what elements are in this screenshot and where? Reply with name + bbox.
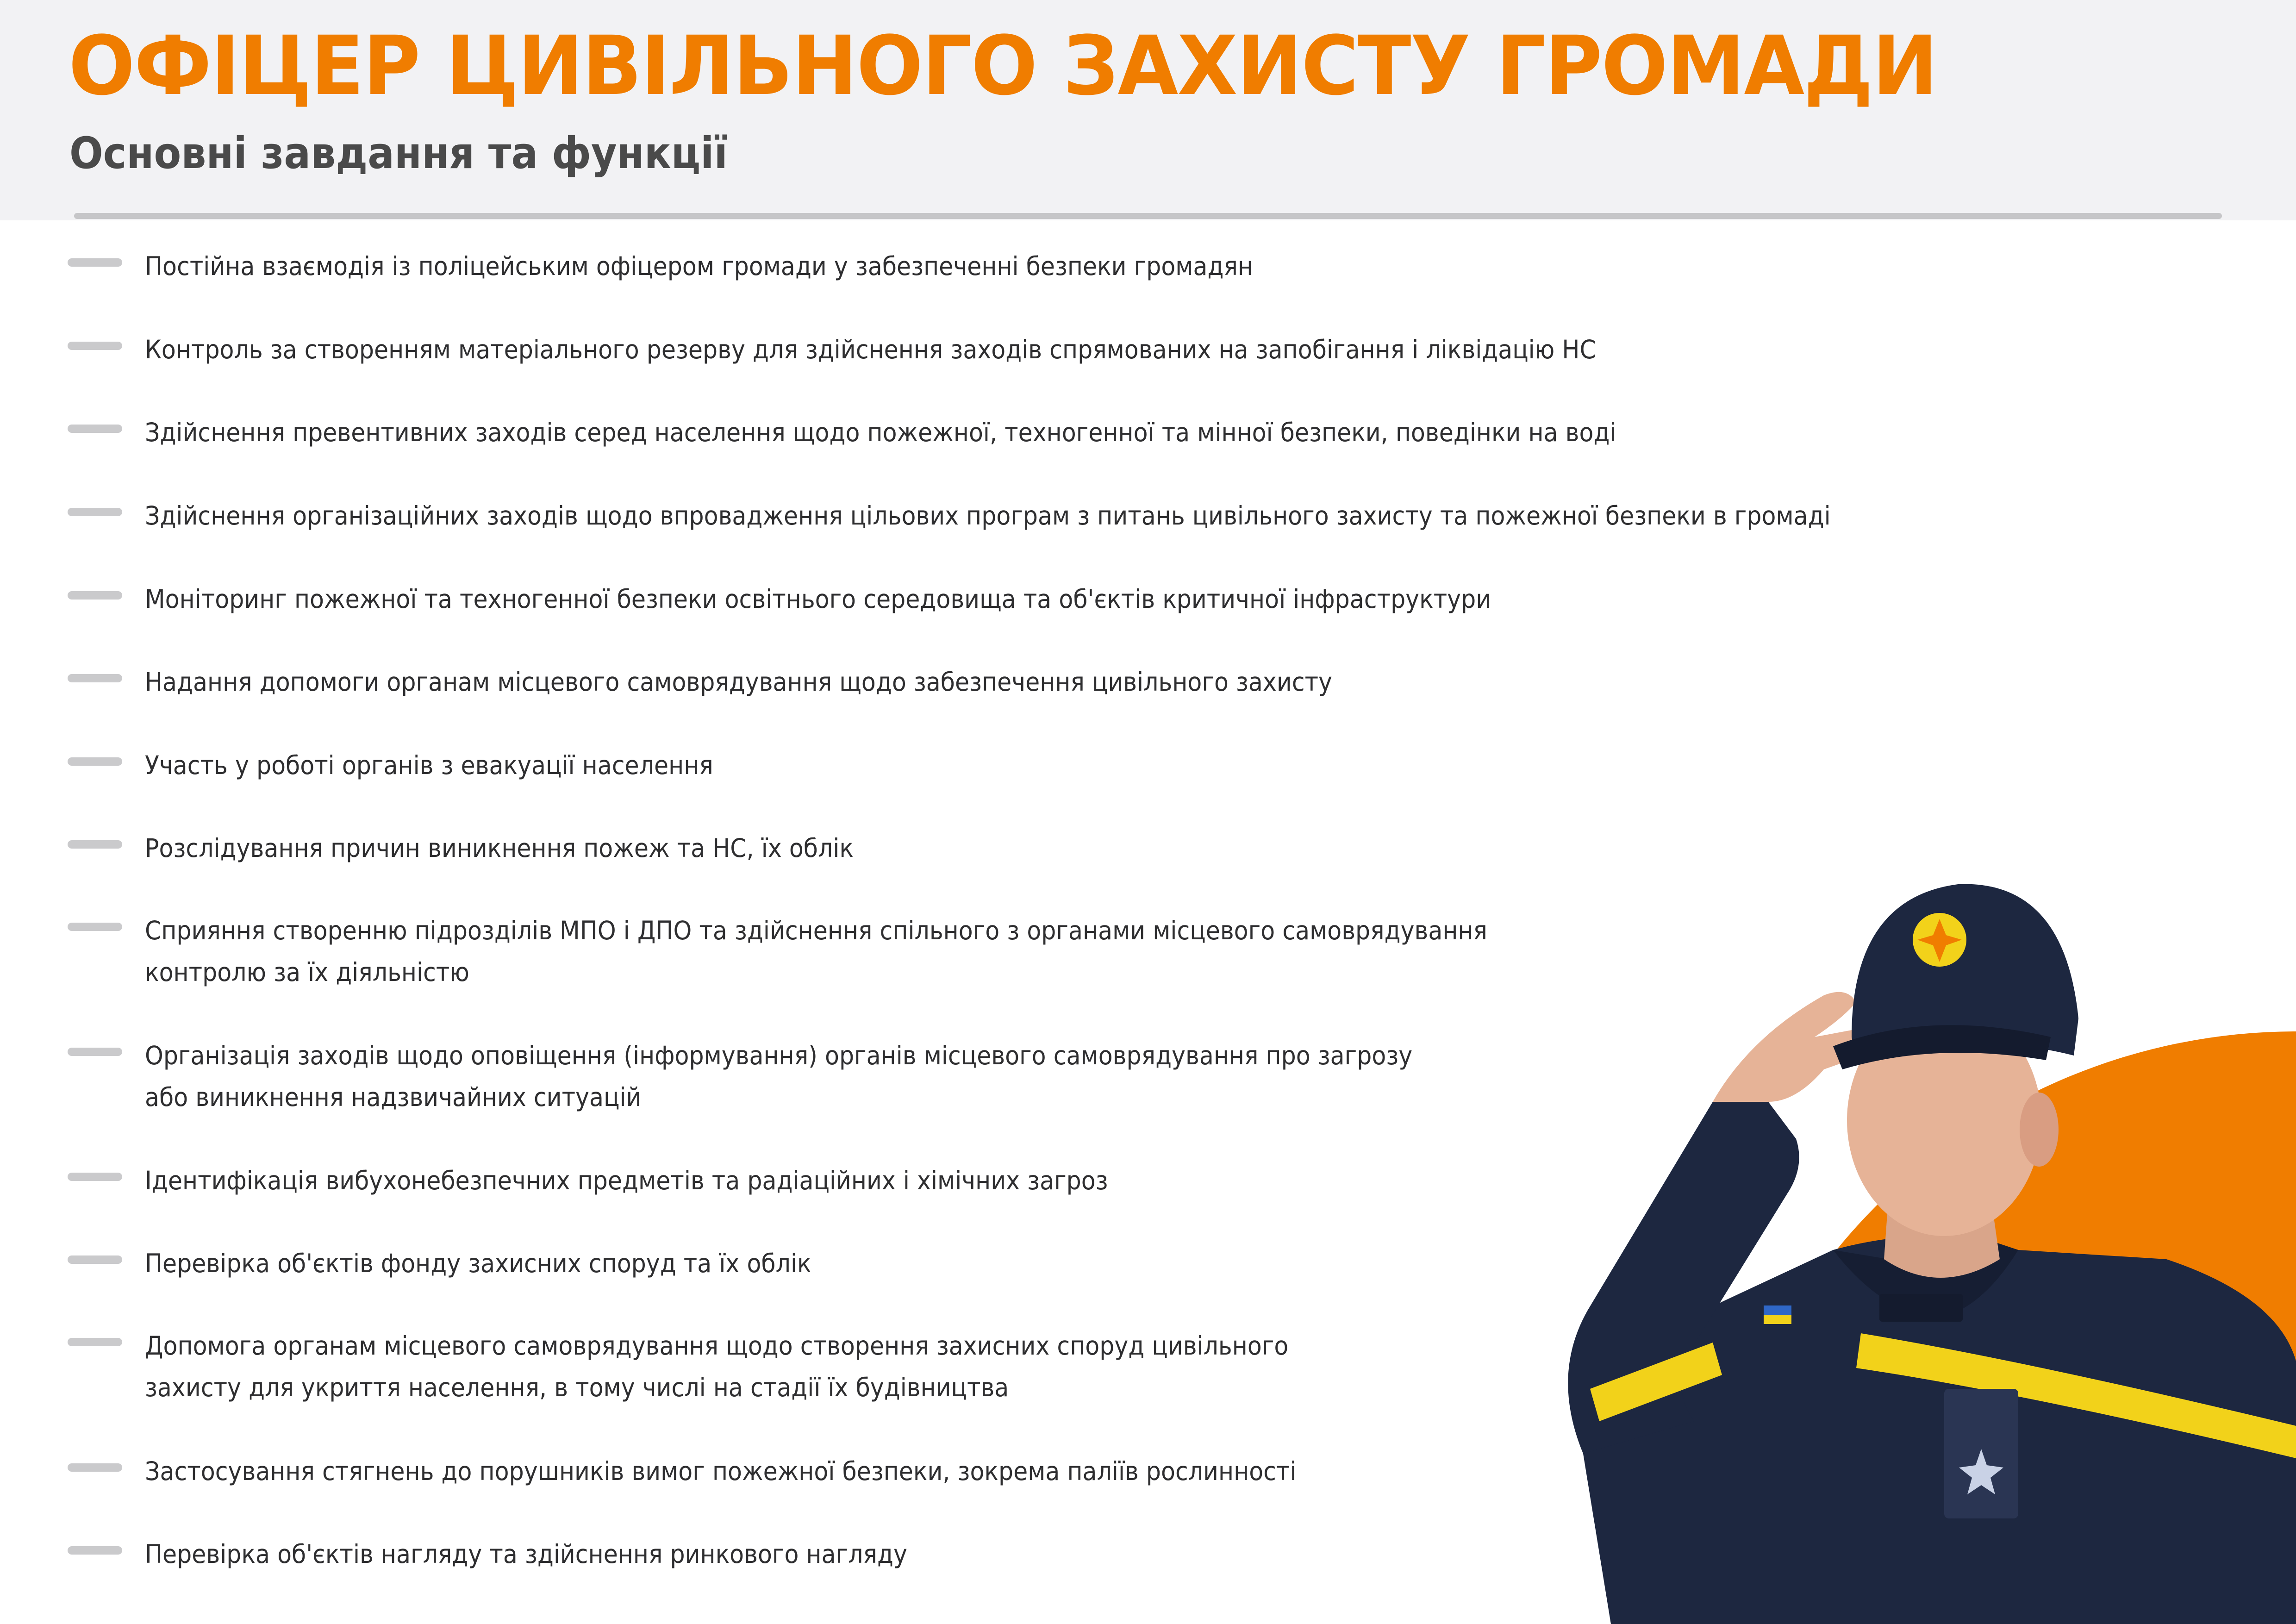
list-item-text: Допомога органам місцевого самоврядування щодо створення захисних споруд цивільного захисту для укриття населення, в тому числі на стадії їх будівництва — [145, 1331, 1289, 1402]
list-dash — [68, 1338, 122, 1346]
list-dash — [68, 1546, 122, 1555]
page-title: ОФІЦЕР ЦИВІЛЬНОГО ЗАХИСТУ ГРОМАДИ — [69, 19, 1937, 113]
ear-shape — [2020, 1093, 2059, 1167]
shoulder-flag-patch-lower — [1764, 1315, 1791, 1324]
list-dash — [68, 1463, 122, 1472]
list-dash — [68, 425, 122, 433]
list-dash — [68, 1173, 122, 1181]
list-dash — [68, 757, 122, 766]
list-item-text: Участь у роботі органів з евакуації населення — [145, 750, 713, 780]
list-item-text: Ідентифікація вибухонебезпечних предметів та радіаційних і хімічних загроз — [145, 1166, 1108, 1195]
list-item-text: Перевірка об'єктів нагляду та здійснення ринкового нагляду — [145, 1539, 907, 1569]
list-dash — [68, 258, 122, 267]
list-item-text: Моніторинг пожежної та техногенної безпеки освітнього середовища та об'єктів критичної інфраструктури — [145, 584, 1491, 614]
list-item-text: Організація заходів щодо оповіщення (інформування) органів місцевого самоврядування про загрозу або виникнення надзвичайних ситуацій — [145, 1041, 1413, 1112]
list-item-text: Сприяння створенню підрозділів МПО і ДПО та здійснення спільного з органами місцевого самоврядування контролю за їх діяльністю — [145, 916, 1487, 987]
list-dash — [68, 508, 122, 516]
list-item-text: Контроль за створенням матеріального резерву для здійснення заходів спрямованих на запобігання і ліквідацію НС — [145, 335, 1596, 364]
list-dash — [68, 674, 122, 682]
list-dash — [68, 342, 122, 350]
list-dash — [68, 840, 122, 849]
list-dash — [68, 923, 122, 931]
saluting-officer-illustration — [1472, 843, 2296, 1624]
page-subtitle: Основні завдання та функції — [69, 128, 728, 179]
list-item-text: Здійснення превентивних заходів серед населення щодо пожежної, техногенної та мінної безпеки, поведінки на воді — [145, 418, 1616, 447]
list-item-text: Розслідування причин виникнення пожеж та НС, їх облік — [145, 833, 854, 863]
list-dash — [68, 1255, 122, 1264]
list-item-text: Перевірка об'єктів фонду захисних споруд та їх облік — [145, 1249, 811, 1278]
list-dash — [68, 1048, 122, 1056]
list-item-text: Надання допомоги органам місцевого самоврядування щодо забезпечення цивільного захисту — [145, 667, 1332, 697]
list-item-text: Постійна взаємодія із поліцейським офіцером громади у забезпеченні безпеки громадян — [145, 251, 1253, 281]
list-dash — [68, 591, 122, 600]
list-item-text: Застосування стягнень до порушників вимог пожежної безпеки, зокрема паліїв рослинності — [145, 1456, 1297, 1486]
chest-name-patch — [1879, 1294, 1963, 1322]
list-item-text: Здійснення організаційних заходів щодо впровадження цільових програм з питань цивільного захисту та пожежної безпеки в громаді — [145, 501, 1831, 531]
